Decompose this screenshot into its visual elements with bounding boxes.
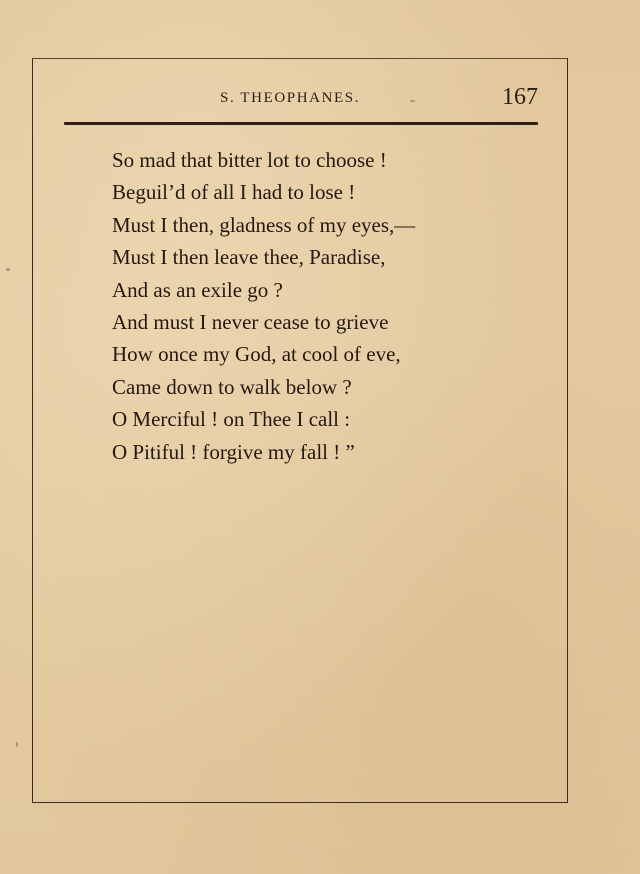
paper-speck [6, 268, 10, 271]
paper-speck [16, 742, 18, 747]
page-number: 167 [502, 84, 538, 110]
poem-line: And as an exile go ? [112, 277, 283, 302]
running-head: S. THEOPHANES. [220, 90, 361, 106]
poem-line: O Pitiful ! forgive my fall ! ” [112, 439, 355, 464]
poem-line: O Merciful ! on Thee I call : [112, 407, 351, 432]
poem-line: How once my God, at cool of eve, [112, 342, 401, 367]
poem-line: Must I then leave thee, Paradise, [112, 245, 386, 270]
poem-line: So mad that bitter lot to choose ! [112, 148, 387, 172]
paper-speck [410, 100, 415, 102]
poem-line: Beguil’d of all I had to lose ! [112, 180, 356, 205]
poem-line: Must I then, gladness of my eyes,— [112, 212, 416, 237]
poem-line: Came down to walk below ? [112, 374, 352, 399]
poem-stanza [112, 144, 415, 468]
poem-line: And must I never cease to grieve [112, 309, 389, 334]
header-rule [64, 122, 538, 125]
